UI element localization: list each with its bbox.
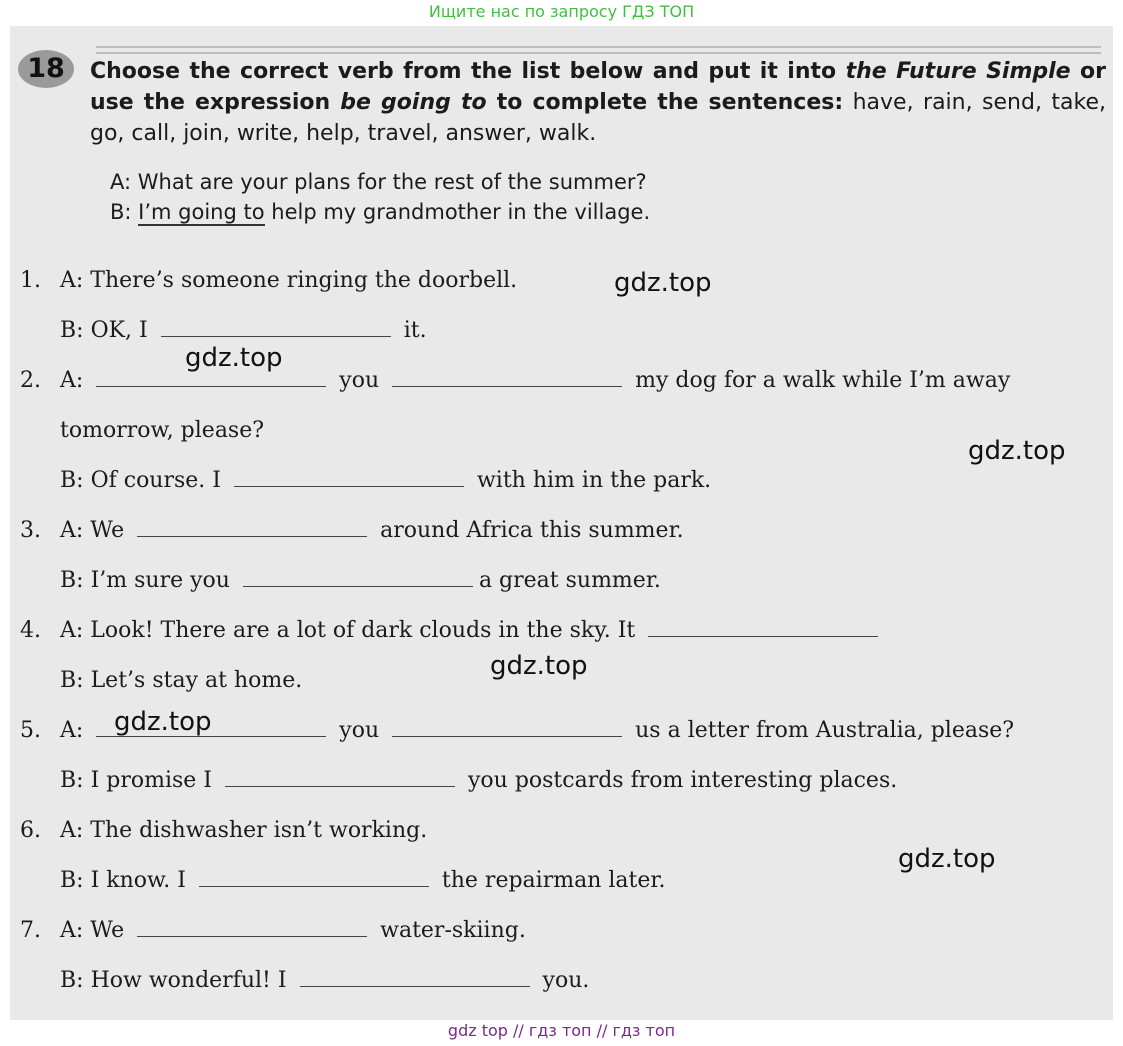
watermark: gdz.top (898, 844, 996, 874)
watermark: gdz.top (490, 651, 588, 681)
exercise-line (20, 968, 589, 993)
exercise-line (20, 618, 884, 643)
line-text: B: I promise I (60, 768, 219, 793)
line-number: 3. (20, 518, 41, 543)
exercise-line (20, 368, 1010, 393)
line-text: B: How wonderful! I (60, 968, 294, 993)
exercise-line (20, 768, 897, 793)
watermark: gdz.top (614, 268, 712, 298)
watermark: gdz.top (114, 707, 212, 737)
footer-links[interactable]: gdz top // гдз топ // гдз топ (447, 1021, 676, 1040)
line-number: 1. (20, 268, 41, 293)
line-text: you (332, 718, 387, 743)
line-text: us a letter from Australia, please? (628, 718, 1015, 743)
answer-blank[interactable] (392, 735, 622, 737)
exercise-line (20, 568, 661, 593)
line-text: B: OK, I (60, 318, 155, 343)
line-text: A: (60, 718, 91, 743)
answer-blank[interactable] (96, 385, 326, 387)
line-text: B: I’m sure you (60, 568, 237, 593)
answer-blank[interactable] (137, 535, 367, 537)
answer-blank[interactable] (137, 935, 367, 937)
line-text: my dog for a walk while I’m away (628, 368, 1011, 393)
answer-blank[interactable] (243, 585, 473, 587)
instruction-segment: the Future Simple (845, 59, 1071, 84)
header-rule (96, 52, 1101, 54)
instruction-segment (846, 59, 1071, 84)
instruction-segment (340, 90, 486, 115)
line-text: B: I know. I (60, 868, 193, 893)
instruction-segment: have, rain, send, take, go, call, join, write, help, travel, answer, walk. (90, 90, 1106, 146)
line-text: A: (60, 368, 91, 393)
instruction-segment: Choose the correct verb from the list below and put it into (90, 59, 846, 84)
exercise-line (20, 318, 427, 343)
line-text: with him in the park. (469, 468, 712, 493)
top-banner[interactable]: Ищите нас по запросу ГДЗ ТОП (428, 2, 695, 21)
line-text: B: Let’s stay at home. (60, 668, 303, 693)
answer-blank[interactable] (161, 335, 391, 337)
line-text: tomorrow, please? (60, 418, 265, 443)
exercise-line (20, 268, 517, 293)
exercise-line (20, 418, 264, 443)
line-text: you (332, 368, 387, 393)
answer-blank[interactable] (300, 985, 530, 987)
line-text: it. (396, 318, 427, 343)
header-rule (96, 46, 1101, 48)
line-text: around Africa this summer. (373, 518, 684, 543)
instruction-segment: to complete the sentences: (486, 90, 844, 115)
answer-blank[interactable] (648, 635, 878, 637)
exercise-line (20, 518, 684, 543)
answer-blank[interactable] (225, 785, 455, 787)
line-text: A: We (60, 518, 132, 543)
example-b-prefix: B: (110, 200, 139, 224)
exercise-instruction (90, 56, 1106, 149)
line-text: a great summer. (478, 568, 661, 593)
line-text: A: The dishwasher isn’t working. (60, 818, 428, 843)
line-text: B: Of course. I (60, 468, 228, 493)
line-number: 6. (20, 818, 41, 843)
answer-blank[interactable] (392, 385, 622, 387)
line-text: A: Look! There are a lot of dark clouds in the sky. It (60, 618, 643, 643)
exercise-line (20, 868, 665, 893)
example-line-b (110, 200, 650, 224)
line-number: 7. (20, 918, 41, 943)
line-text: the repairman later. (434, 868, 666, 893)
watermark: gdz.top (968, 436, 1066, 466)
exercise-line (20, 468, 711, 493)
exercise-number-badge: 18 (18, 50, 74, 88)
line-text: water-skiing. (373, 918, 526, 943)
answer-blank[interactable] (234, 485, 464, 487)
example-line-a: A: What are your plans for the rest of the summer? (110, 170, 647, 194)
exercise-line (20, 668, 302, 693)
answer-blank[interactable] (199, 885, 429, 887)
exercise-line (20, 818, 427, 843)
line-text: you postcards from interesting places. (460, 768, 898, 793)
line-number: 5. (20, 718, 41, 743)
line-number: 2. (20, 368, 41, 393)
line-number: 4. (20, 618, 41, 643)
line-text: you. (535, 968, 590, 993)
instruction-segment: or use the expression (90, 59, 1106, 115)
exercise-line (20, 918, 526, 943)
instruction-segment: be going to (340, 90, 487, 115)
watermark: gdz.top (185, 343, 283, 373)
line-text: A: There’s someone ringing the doorbell. (60, 268, 518, 293)
example-answer: I’m going to (138, 200, 265, 224)
example-b-suffix: help my grandmother in the village. (264, 200, 651, 224)
line-text: A: We (60, 918, 132, 943)
